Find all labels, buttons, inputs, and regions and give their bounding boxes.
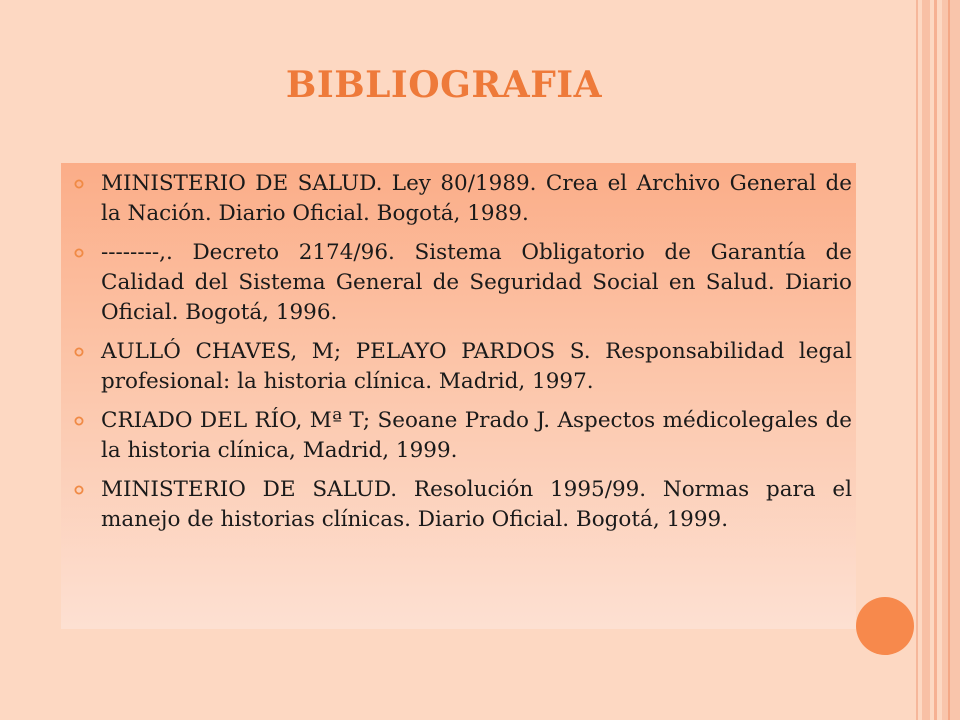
bibliography-box: [61, 163, 856, 629]
reference-item: [61, 169, 856, 229]
reference-list: [61, 169, 856, 544]
decorative-stripe: [942, 0, 960, 720]
reference-item: [61, 337, 856, 397]
reference-text: CRIADO DEL RÍO, Mª T; Seoane Prado J. Aspectos médicolegales de la historia clínica, Madrid, 1999.: [101, 408, 852, 463]
ring-bullet-icon: [74, 347, 84, 357]
ring-bullet-icon: [74, 416, 84, 426]
decorative-circle: [856, 597, 914, 655]
decorative-stripe: [934, 0, 937, 720]
ring-bullet-icon: [74, 485, 84, 495]
decorative-stripe: [916, 0, 918, 720]
decorative-stripe: [922, 0, 930, 720]
reference-text: AULLÓ CHAVES, M; PELAYO PARDOS S. Responsabilidad legal profesional: la historia clínica. Madrid, 1997.: [101, 339, 852, 394]
reference-item: [61, 406, 856, 466]
ring-bullet-icon: [74, 179, 84, 189]
reference-text: MINISTERIO DE SALUD. Resolución 1995/99. Normas para el manejo de historias clínicas. Diario Oficial. Bogotá, 1999.: [101, 477, 852, 532]
reference-item: [61, 475, 856, 535]
ring-bullet-icon: [74, 248, 84, 258]
page-title: BIBLIOGRAFIA: [285, 64, 603, 106]
reference-item: [61, 238, 856, 328]
reference-text: MINISTERIO DE SALUD. Ley 80/1989. Crea el Archivo General de la Nación. Diario Oficial. Bogotá, 1989.: [101, 171, 852, 226]
reference-text: --------,. Decreto 2174/96. Sistema Obligatorio de Garantía de Calidad del Sistema General de Seguridad Social en Salud. Diario Oficial. Bogotá, 1996.: [101, 240, 852, 325]
decorative-stripe: [948, 0, 950, 720]
